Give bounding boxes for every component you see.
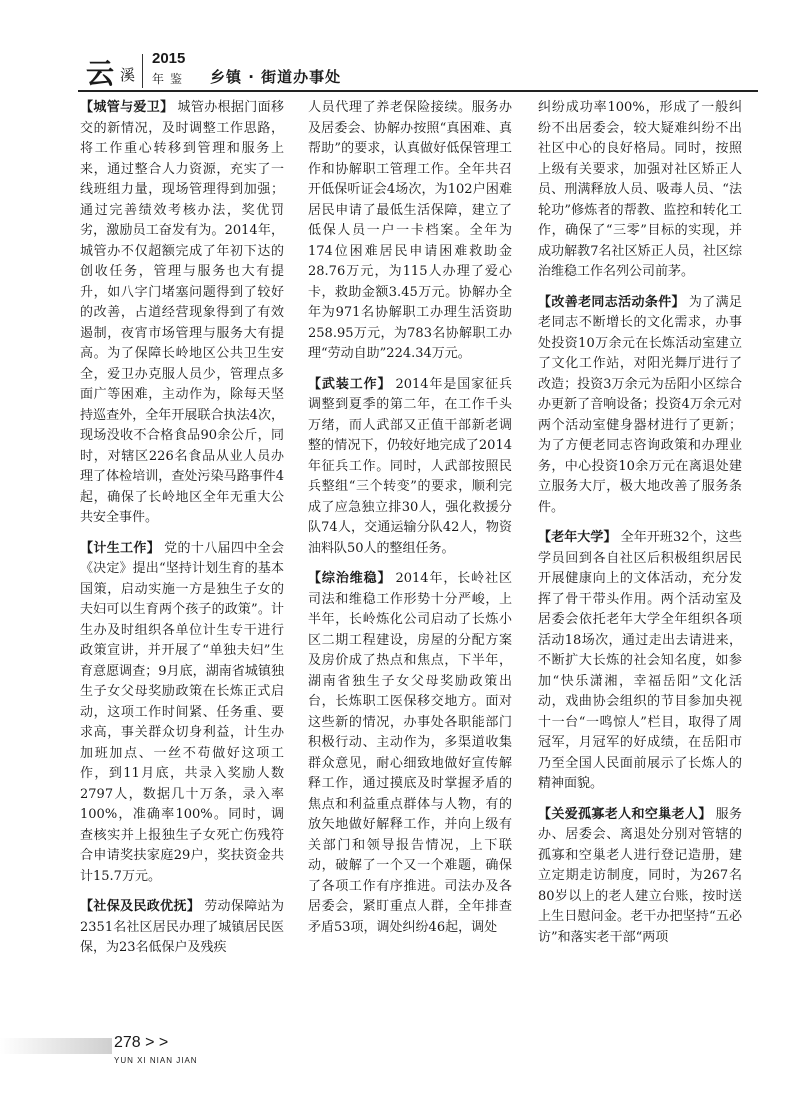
- paragraph-text: 服务办、居委会、离退处分别对管辖的孤寡和空巢老人进行登记造册，建立定期走访制度，同时，为267名80岁以上的老人建立台账，按时送上生日慰问金。老干办把坚持“五必访”和落实老干部“两项: [538, 806, 742, 945]
- yearbook-logo-sub: 溪: [120, 66, 136, 84]
- paragraph-text: 2014年，长岭社区司法和维稳工作形势十分严峻，上半年，长岭炼化公司启动了长炼小区二期工程建设，房屋的分配方案及房价成了热点和焦点，下半年，湖南省独生子女父母奖励政策出台，长炼职工医保移交地方。面对这些新的情况，办事处各职能部门积极行动、主动作为，多渠道收集群众意见，耐心细致地做好宣传解释工作，通过摸底及时掌握矛盾的焦点和利益重点群体与人物，有的放矢地做好解释工作，并向上级有关部门和领导报告情况，上下联动，破解了一个又一个难题，确保了各项工作有序推进。司法办及各居委会，紧盯重点人群，全年排查矛盾53项，调处纠纷46起，调处: [308, 571, 512, 935]
- paragraph-text: 人员代理了养老保险接续。服务办及居委会、协解办按照“真困难、真帮助”的要求，认真做好低保管理工作和协解职工管理工作。全年共召开低保听证会4场次，为102户困难居民申请了最低生活保障，建立了低保人员一户一卡档案。全年为174位困难居民申请困难救助金28.76万元，为115人办理了爱心卡，救助金额3.45万元。协解办全年为971名协解职工办理生活资助258.95万元，为783名协解职工办理“劳动自助”224.34万元。: [308, 100, 512, 361]
- yearbook-label: 年鉴: [152, 72, 189, 86]
- paragraph: [80, 539, 284, 888]
- yearbook-logo-main: 云: [86, 57, 115, 90]
- paragraph-text: 党的十八届四中全会《决定》提出“坚持计划生育的基本国策，启动实施一方是独生子女的夫妇可以生育两个孩子的政策”。计生办及时组织各单位计生专干进行政策宣讲，并开展了“单独夫妇”生育意愿调查；9月底，湖南省城镇独生子女父母奖励政策在长炼正式启动，这项工作时间紧、任务重、要求高，事关群众切身利益，计生办加班加点、一丝不苟做好这项工作，到11月底，共录入奖励人数2797人，数据几十万条，录入率100%，准确率100%。同时，调查核实并上报独生子女死亡伤残符合申请奖扶家庭29户，奖扶资金共计15.7万元。: [80, 540, 284, 884]
- paragraph-heading: 【关爱孤寡老人和空巢老人】: [538, 806, 712, 822]
- paragraph-heading: 【社保及民政优抚】: [80, 899, 201, 914]
- paragraph-text: 城管办根据门面移交的新情况，及时调整工作思路，将工作重心转移到管理和服务上来，通过整合人力资源，充实了一线班组力量，现场管理得到加强；通过完善绩效考核办法，奖优罚劣，激励员工奋发有为。2014年，城管办不仅超额完成了年初下达的创收任务，管理与服务也大有提升，如八字门堵塞问题得到了较好的改善，占道经营现象得到了有效遏制，夜宵市场管理与服务大有提高。为了保障长岭地区公共卫生安全，爱卫办克服人员少，管理点多面广等困难，主动作为，除每天坚持巡查外，全年开展联合执法4次，现场没收不合格食品90余公斤，同时，对辖区226名食品从业人员办理了体检培训，查处污染马路事件4起，确保了长岭地区全年无重大公共安全事件。: [80, 100, 284, 525]
- text-column-1: [80, 98, 284, 1023]
- yearbook-year: 2015: [152, 50, 186, 67]
- paragraph: [80, 897, 284, 959]
- yearbook-pinyin-label: YUN XI NIAN JIAN: [114, 1056, 198, 1065]
- paragraph: [308, 98, 512, 365]
- paragraph: [538, 293, 742, 519]
- page-number: 278 > >: [114, 1034, 169, 1051]
- paragraph-heading: 【武装工作】: [308, 376, 392, 392]
- paragraph-text: 劳动保障站为2351名社区居民办理了城镇居民医保，为23名低保户及残疾: [80, 899, 284, 955]
- page-number-bar: [0, 1038, 112, 1054]
- paragraph: [538, 98, 742, 283]
- paragraph: [308, 569, 512, 938]
- paragraph-heading: 【计生工作】: [80, 540, 161, 556]
- paragraph: [80, 98, 284, 529]
- paragraph-heading: 【改善老同志活动条件】: [538, 294, 685, 310]
- text-column-2: [308, 98, 512, 1023]
- paragraph-text: 为了满足老同志不断增长的文化需求，办事处投资10万余元在长炼活动室建立了文化工作站，对阳光舞厅进行了改造；投资3万余元为岳阳小区综合办更新了音响设备；投资4万余元对两个活动室健身器材进行了更新；为了方便老同志咨询政策和办理业务，中心投资10余万元在离退处建立服务大厅，极大地改善了服务条件。: [538, 294, 742, 515]
- text-column-3: [538, 98, 742, 1023]
- header-rule: [78, 90, 758, 92]
- paragraph: [538, 805, 742, 949]
- paragraph: [308, 375, 512, 560]
- paragraph-heading: 【综治维稳】: [308, 571, 392, 586]
- paragraph-text: 2014年是国家征兵调整到夏季的第二年，在工作千头万绪，而人武部又正值干部新老调整的情况下，仍较好地完成了2014年征兵工作。同时，人武部按照民兵整组“三个转变”的要求，顺利完成了应急独立排30人，强化救援分队74人，交通运输分队42人，物资油料队50人的整组任务。: [308, 376, 512, 556]
- paragraph-heading: 【老年大学】: [538, 530, 617, 545]
- paragraph-heading: 【城管与爱卫】: [80, 100, 174, 115]
- page-header: [78, 34, 758, 92]
- page-footer: [0, 1028, 805, 1068]
- paragraph: [538, 528, 742, 795]
- section-title: 乡镇 · 街道办事处: [210, 68, 342, 86]
- paragraph-text: 纠纷成功率100%，形成了一般纠纷不出居委会，较大疑难纠纷不出社区中心的良好格局。同时，按照上级有关要求，加强对社区矫正人员、刑满释放人员、吸毒人员、“法轮功”修炼者的帮教、监控和转化工作，确保了“三零”目标的实现，并成功解教7名社区矫正人员，社区综治维稳工作名列公司前茅。: [538, 100, 742, 279]
- header-divider: [142, 54, 143, 88]
- paragraph-text: 全年开班32个，这些学员回到各自社区后积极组织居民开展健康向上的文体活动，充分发挥了骨干带头作用。两个活动室及居委会依托老年大学全年组织各项活动18场次，通过走出去请进来，不断扩大长炼的社会知名度，如参加“快乐潇湘，幸福岳阳”文化活动，戏曲协会组织的节目参加央视十一台“一鸣惊人”栏目，取得了周冠军，月冠军的好成绩，在岳阳市乃至全国人民面前展示了长炼人的精神面貌。: [538, 530, 742, 791]
- article-body: [80, 98, 740, 1023]
